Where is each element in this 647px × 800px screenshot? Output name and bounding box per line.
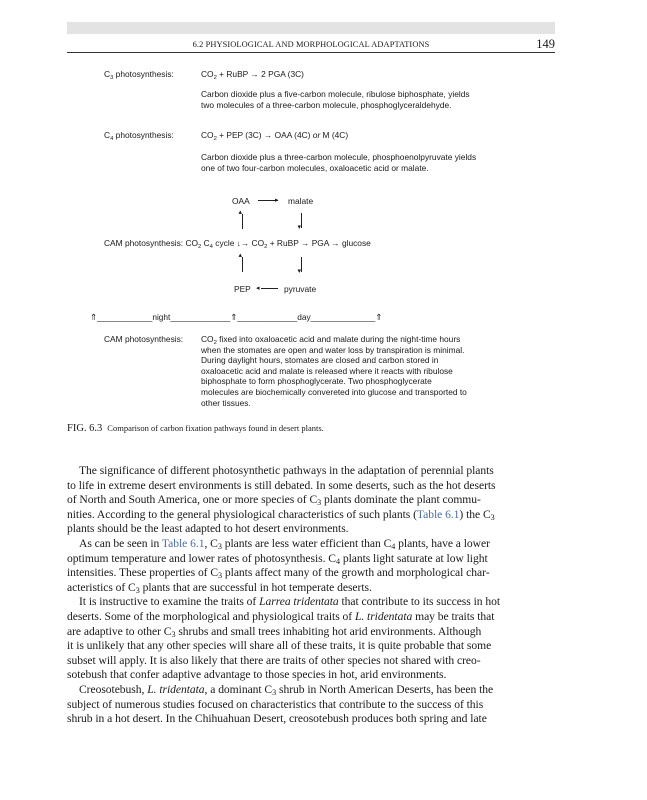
arrow-down-from-malate — [301, 213, 302, 228]
body-line: deserts. Some of the morphological and physiological traits of L. tridentata may be traits that — [67, 609, 495, 623]
c3-label: $C_3$ photosynthesis: — [104, 69, 174, 81]
header-bar — [67, 22, 555, 34]
c3-equation: $CO_2$ + RuBP → 2 PGA (3C) — [201, 69, 304, 81]
c4-equation: $CO_2$ + PEP (3C) → OAA (4C) or M (4C) — [201, 130, 349, 142]
body-line: optimum temperature and lower rates of photosynthesis. $C_4$ plants light saturate at low light — [67, 551, 488, 566]
body-line: it is unlikely that any other species will share all of these traits, it is quite probable that some — [67, 639, 492, 653]
body-line: subject of numerous studies focused on characteristics that contribute to the success of this — [67, 697, 484, 711]
page-number: 149 — [536, 37, 555, 51]
figure-label: FIG. 6.3 — [67, 423, 103, 434]
arrowhead-down-icon: ▾ — [297, 267, 302, 275]
body-line: sotebush that confer adaptive advantage to those species in hot, arid environments. — [67, 668, 447, 682]
table-link[interactable]: Table 6.1 — [161, 536, 205, 550]
cam-oaa: OAA — [232, 196, 250, 206]
cam-pathway-line: CAM photosynthesis: $CO_2$ $C_4$ cycle ↓→ $CO_2$ + RuBP → PGA → glucose — [104, 238, 371, 250]
body-line: shrub in a hot desert. In the Chihuahuan Desert, creosotebush produces both spring and late — [67, 712, 487, 726]
body-line: are adaptive to other $C_3$ shrubs and small trees inhabiting hot arid environments. Although — [67, 624, 482, 639]
body-line: subset will apply. It is also likely that there are traits of other species not shared with creo- — [67, 653, 481, 667]
c4-description: Carbon dioxide plus a three-carbon molecule, phosphoenolpyruvate yields one of two four-carbon molecules, oxaloacetic acid or malate. — [201, 152, 477, 173]
cam-pyruvate: pyruvate — [284, 284, 317, 294]
running-head: 6.2 PHYSIOLOGICAL AND MORPHOLOGICAL ADAPTATIONS — [192, 40, 430, 49]
body-line: The significance of different photosynthetic pathways in the adaptation of perennial plants — [79, 464, 494, 477]
body-line: It is instructive to examine the traits of Larrea tridentata that contribute to its success in hot — [79, 595, 501, 609]
arrow-up-to-oaa — [242, 214, 243, 229]
body-line: nities. According to the general physiological characteristics of such plants (Table 6.1) the $C_3$ — [67, 507, 495, 522]
arrow-up-from-pep — [242, 257, 243, 272]
body-line: plants should be the least adapted to hot desert environments. — [67, 522, 349, 536]
body-line: to life in extreme desert environments is still debated. In some deserts, such as the hot deserts — [67, 478, 496, 492]
body-line: intensities. These properties of $C_3$ plants affect many of the growth and morphological char- — [67, 566, 490, 581]
arrowhead-up-icon: ▴ — [238, 251, 243, 259]
arrowhead-right-icon: ▸ — [275, 196, 279, 204]
body-line: acteristics of $C_3$ plants that are successful in hot temperate deserts. — [67, 580, 372, 595]
arrowhead-up-icon: ▴ — [238, 208, 243, 216]
body-line: Creosotebush, L. tridentata, a dominant $C_3$ shrub in North American Deserts, has been the — [79, 682, 494, 697]
cam-malate: malate — [288, 196, 314, 206]
body-text — [67, 464, 557, 727]
header-rule — [67, 52, 555, 53]
c4-label: $C_4$ photosynthesis: — [104, 130, 174, 142]
cam-description: $CO_2$ fixed into oxaloacetic acid and malate during the night-time hours when the stomates are open and water loss by transpiration is minimal. During daylight hours, stomates are closed and carbon stored in oxaloacetic acid and malate is released where it reacts with ribulose biphosphate to form phosphoglycerate. Two phosphoglycerate molecules are biochemically convereted into glucose and transported to other tissues. — [201, 334, 467, 408]
caption-text: Comparison of carbon fixation pathways found in desert plants. — [107, 423, 324, 433]
table-link[interactable]: Table 6.1 — [416, 507, 460, 521]
body-line: As can be seen in Table 6.1, $C_3$ plants are less water efficient than $C_4$ plants, have a lower — [79, 536, 490, 551]
cam-label: CAM photosynthesis: — [104, 334, 184, 344]
c3-description: Carbon dioxide plus a five-carbon molecule, ribulose biphosphate, yields two molecules of a three-carbon molecule, phosphoglyceraldehyde. — [201, 89, 470, 110]
arrow-pyruvate-to-pep — [261, 288, 278, 289]
figure-caption — [67, 423, 324, 434]
body-line: of North and South America, one or more species of $C_3$ plants dominate the plant commu- — [67, 493, 481, 508]
cam-night-day-timeline: ⇑____________night_____________⇑_____________day______________⇑ — [90, 312, 383, 322]
arrowhead-down-icon: ▾ — [297, 223, 302, 231]
arrow-down-to-pyruvate — [301, 257, 302, 272]
cam-pep: PEP — [234, 284, 251, 294]
arrowhead-left-icon: ◂ — [256, 284, 260, 292]
